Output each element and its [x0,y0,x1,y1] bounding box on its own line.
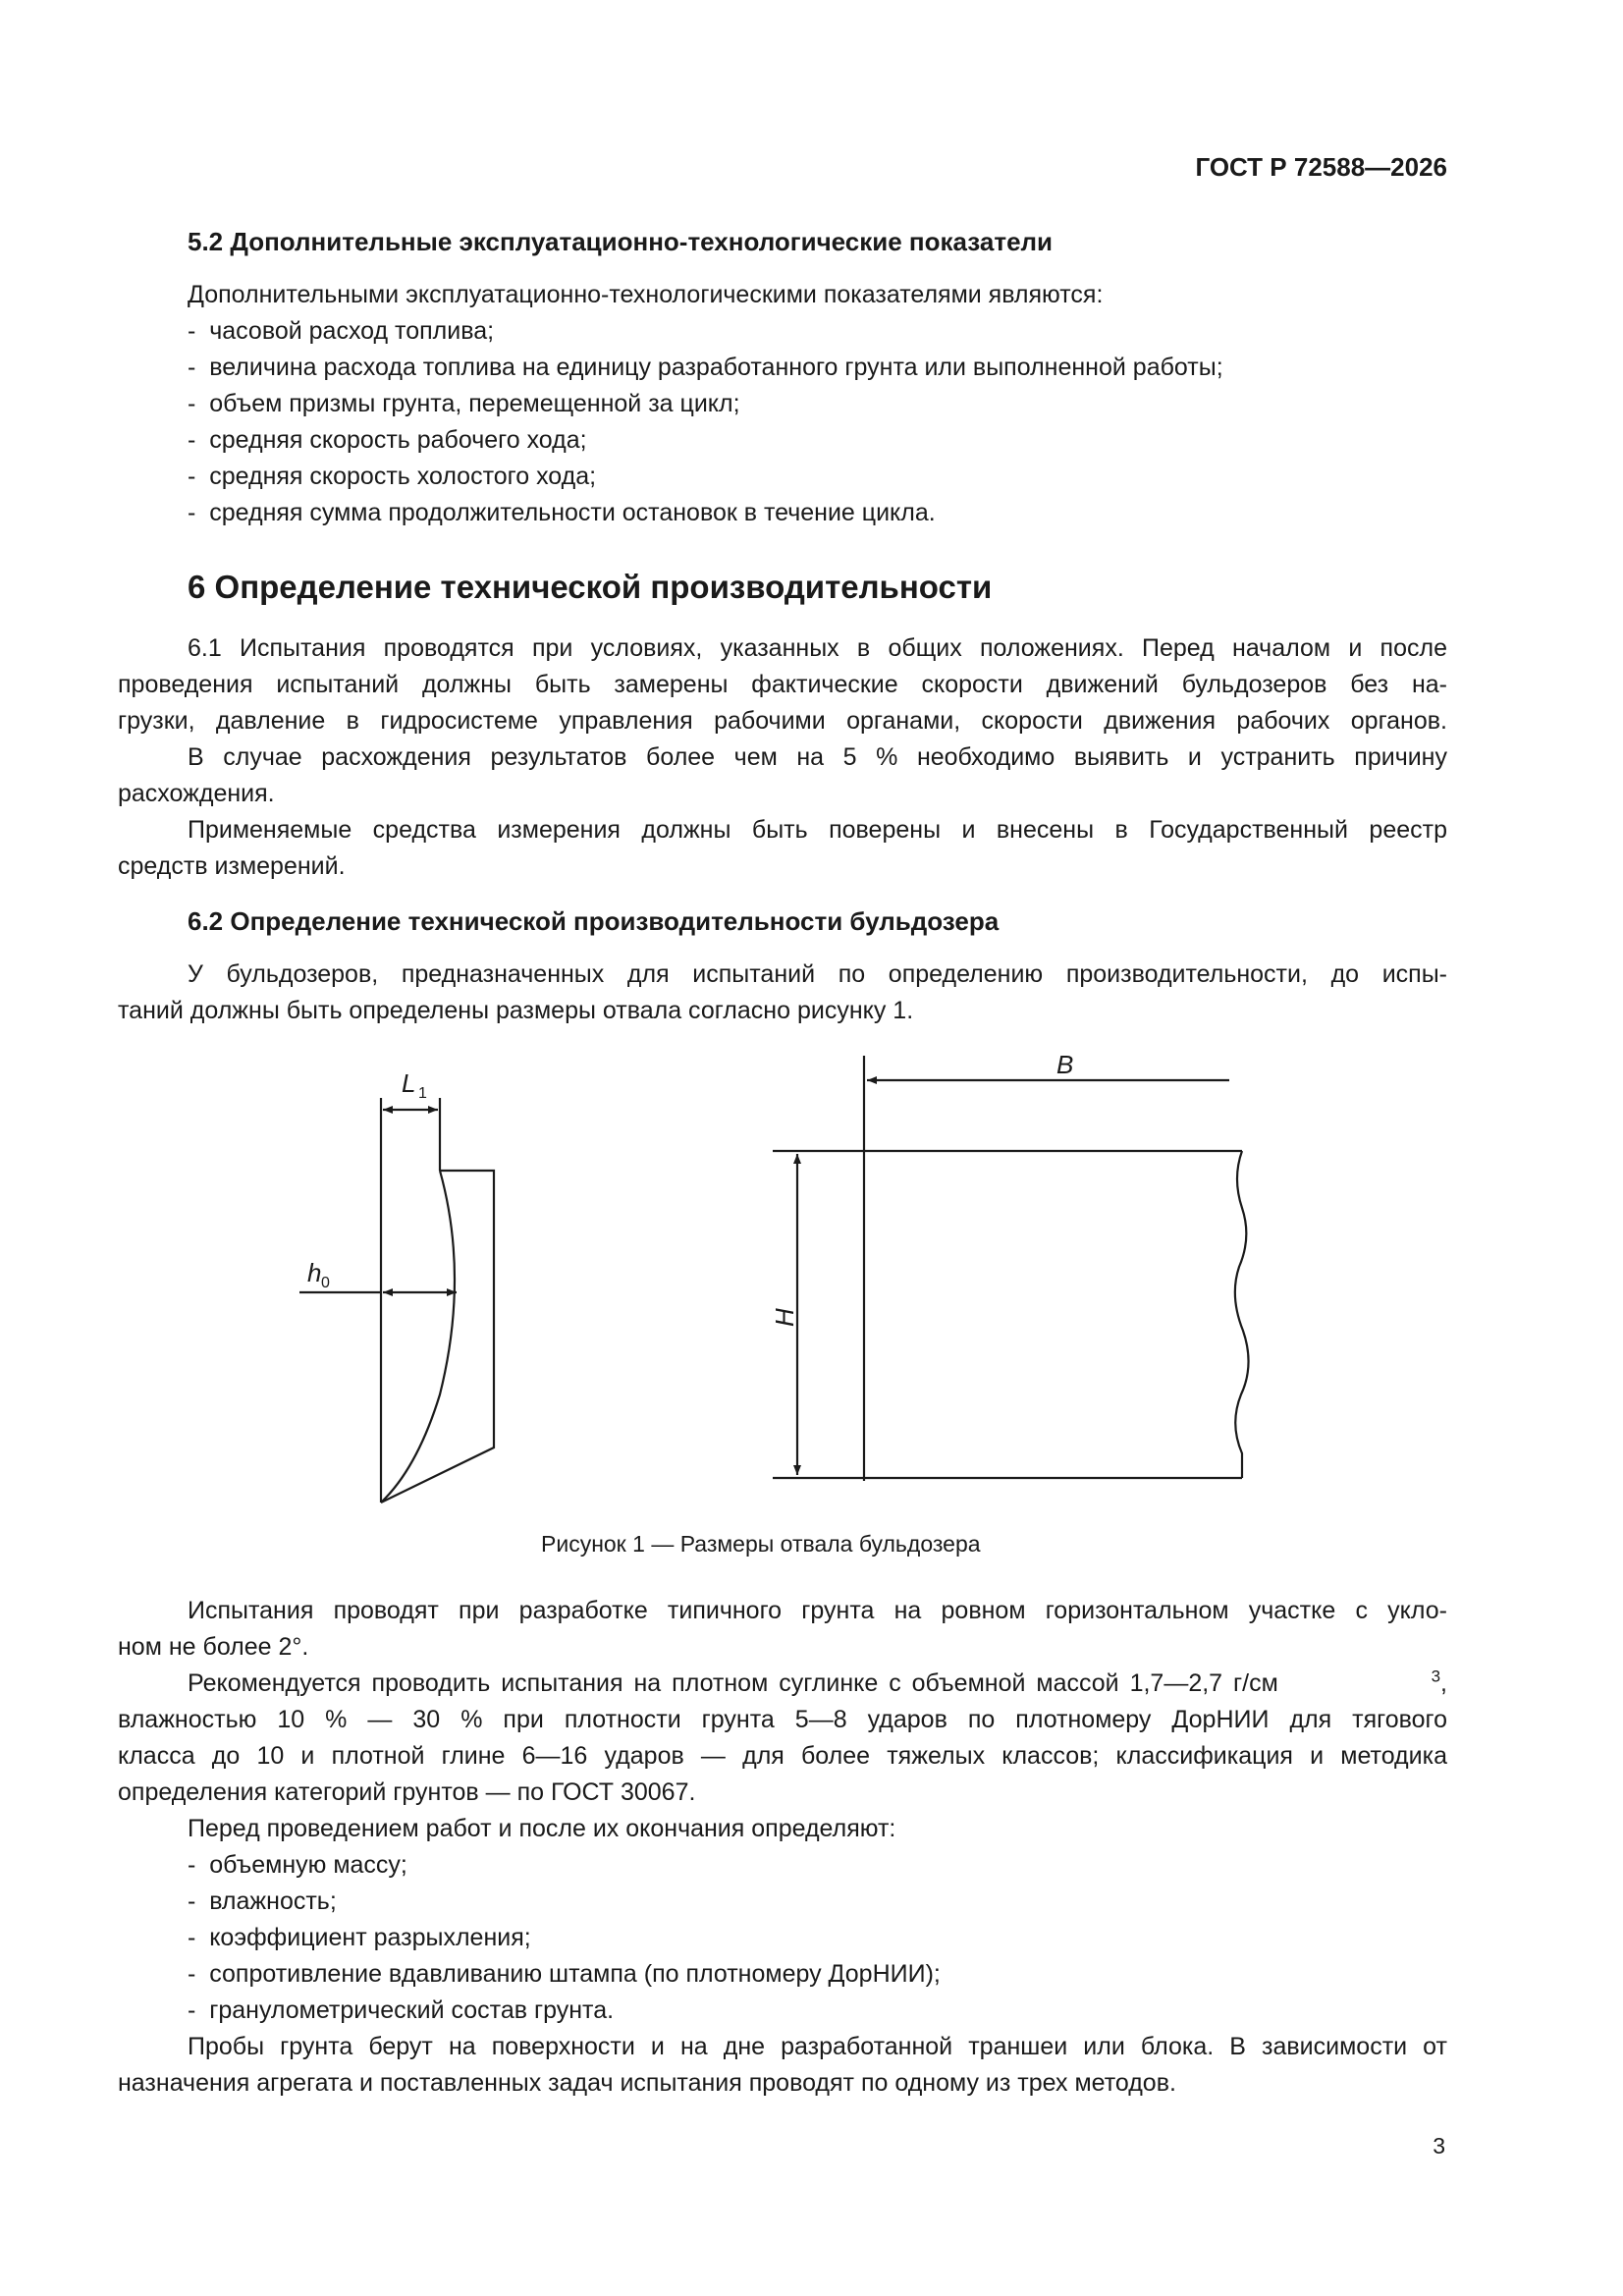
label-l: L [402,1068,416,1098]
para-line: класса до 10 и плотной глине 6—16 ударов — для более тяжелых классов; классификация и методика [118,1742,1447,1770]
para-line: определения категорий грунтов — по ГОСТ 30067. [118,1778,696,1806]
para-line: влажностью 10 % — 30 % при плотности грунта 5—8 ударов по плотномеру ДорНИИ для тягового [118,1706,1447,1733]
para-6-1-line: грузки, давление в гидросистеме управления рабочими органами, скорости движения рабочих органов. [118,707,1447,735]
para-line: Испытания проводят при разработке типичного грунта на ровном горизонтальном участке с укло- [188,1597,1447,1624]
para-text-end [1432,1666,1447,1702]
para-6-1-line: проведения испытаний должны быть замерены фактические скорости движений бульдозеров без на- [118,671,1447,698]
blade-break-line [1235,1151,1249,1478]
para-6-2-line: таний должны быть определены размеры отвала согласно рисунку 1. [118,997,914,1024]
section-6-heading: 6 Определение технической производительности [188,569,993,605]
para-6-2-line: У бульдозеров, предназначенных для испытаний по определению производительности, до испы- [188,960,1447,988]
section-5-2-heading: 5.2 Дополнительные эксплуатационно-технологические показатели [188,227,1054,256]
label-l-subscript: 1 [418,1085,427,1102]
list-item: - средняя сумма продолжительности остановок в течение цикла. [188,495,1223,531]
label-h0: h [307,1258,322,1287]
measurements-list [188,1847,941,2029]
superscript-3: 3 [1431,1667,1441,1686]
page-number: 3 [1433,2133,1445,2159]
list-item: - сопротивление вдавливанию штампа (по плотномеру ДорНИИ); [188,1956,941,1993]
para-comma: , [1440,1669,1447,1697]
para-text: Рекомендуется проводить испытания на плотном суглинке с объемной массой 1,7—2,7 г/см [188,1669,1278,1697]
list-item: - объем призмы грунта, перемещенной за цикл; [188,386,1223,422]
para-line: ном не более 2°. [118,1633,309,1661]
document-id-header: ГОСТ Р 72588—2026 [1195,152,1447,182]
para-line: Перед проведением работ и после их окончания определяют: [188,1815,896,1842]
blade-outer-contour [381,1171,494,1503]
label-b: B [1056,1050,1074,1079]
para-line: назначения агрегата и поставленных задач испытания проводят по одному из трех методов. [118,2069,1176,2097]
para-6-1-line: Применяемые средства измерения должны быть поверены и внесены в Государственный реестр [188,816,1447,844]
para-line: Пробы грунта берут на поверхности и на дне разработанной траншеи или блока. В зависимости от [188,2033,1447,2060]
section-6-2-heading: 6.2 Определение технической производительности бульдозера [188,906,1000,936]
label-h0-subscript: 0 [321,1275,330,1291]
list-item: - средняя скорость холостого хода; [188,459,1223,495]
para-6-1-line: средств измерений. [118,852,346,880]
label-h: H [770,1308,799,1327]
para-line [188,1666,1447,1702]
list-item: - гранулометрический состав грунта. [188,1993,941,2029]
para-6-1-line: В случае расхождения результатов более чем на 5 % необходимо выявить и устранить причину [188,743,1447,771]
list-item: - часовой расход топлива; [188,313,1223,350]
list-item: - объемную массу; [188,1847,941,1884]
list-item: - величина расхода топлива на единицу разработанного грунта или выполненной работы; [188,350,1223,386]
blade-curved-face [381,1171,455,1503]
section-5-2-intro: Дополнительными эксплуатационно-технологическими показателями являются: [188,281,1104,308]
list-item: - влажность; [188,1884,941,1920]
para-6-1-line: расхождения. [118,780,275,807]
list-item: - средняя скорость рабочего хода; [188,422,1223,459]
para-6-1-line: 6.1 Испытания проводятся при условиях, указанных в общих положениях. Перед началом и после [188,634,1447,662]
list-item: - коэффициент разрыхления; [188,1920,941,1956]
figure-caption: Рисунок 1 — Размеры отвала бульдозера [541,1531,981,1557]
